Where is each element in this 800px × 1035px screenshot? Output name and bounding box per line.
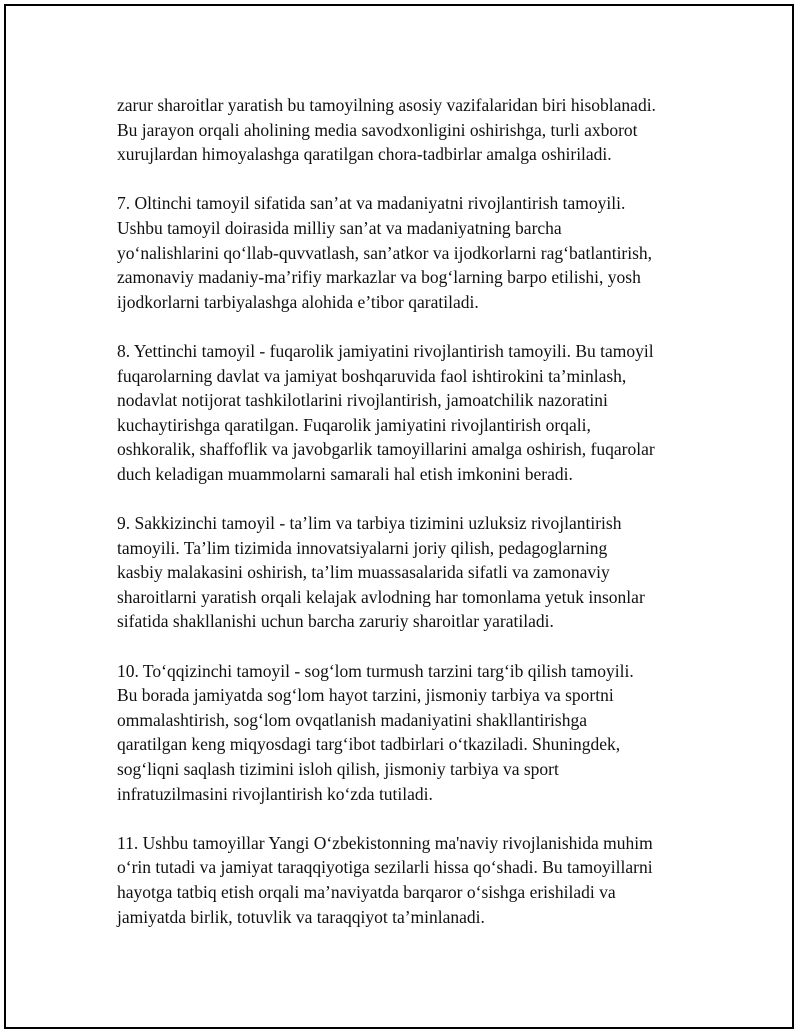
paragraph-principle-11: 11. Ushbu tamoyillar Yangi O‘zbekistonning ma'naviy rivojlanishida muhim o‘rin tutadi va jamiyat taraqqiyotiga sezilarli hissa qo‘shadi. Bu tamoyillarni hayotga tatbiq etish orqali ma’naviyatda barqaror o‘sishga erishiladi va jamiyatda birlik, totuvlik va taraqqiyot ta’minlanadi.	[117, 832, 653, 927]
paragraph-continuation: zarur sharoitlar yaratish bu tamoyilning asosiy vazifalaridan biri hisoblanadi. Bu jarayon orqali aholining media savodxonligini oshirishga, turli axborot xurujlardan himoyalashga qaratilgan chora-tadbirlar amalga oshiriladi.	[117, 95, 656, 165]
paragraph-principle-9: 9. Sakkizinchi tamoyil - ta’lim va tarbiya tizimini uzluksiz rivojlantirish tamoyili. Ta’lim tizimida innovatsiyalarni joriy qilish, pedagoglarning kasbiy malakasini oshirish, ta’lim muassasalarida sifatli va zamonaviy sharoitlarni yaratish orqali kelajak avlodning har tomonlama yetuk insonlar sifatida shakllanishi uchun barcha zaruriy sharoitlar yaratiladi.	[117, 513, 645, 632]
paragraph-principle-10: 10. To‘qqizinchi tamoyil - sog‘lom turmush tarzini targ‘ib qilish tamoyili. Bu borada jamiyatda sog‘lom hayot tarzini, jismoniy tarbiya va sportni ommalashtirish, sog‘lom ovqatlanish madaniyatini shakllantirishga qaratilgan keng miqyosdagi targ‘ibot tadbirlari o‘tkaziladi. Shuningdek, sog‘liqni saqlash tizimini isloh qilish, jismoniy tarbiya va sport infratuzilmasini rivojlantirish ko‘zda tutiladi.	[117, 660, 634, 804]
paragraph-principle-7: 7. Oltinchi tamoyil sifatida san’at va madaniyatni rivojlantirish tamoyili. Ushbu tamoyil doirasida milliy san’at va madaniyatning barcha yo‘nalishlarini qo‘llab-quvvatlash, san’atkor va ijodkorlarni rag‘batlantirish, zamonaviy madaniy-ma’rifiy markazlar va bog‘larning barpo etilishi, yosh ijodkorlarni tarbiyalashga alohida e’tibor qaratiladi.	[117, 193, 653, 312]
document-body	[117, 93, 697, 954]
paragraph-principle-8: 8. Yettinchi tamoyil - fuqarolik jamiyatini rivojlantirish tamoyili. Bu tamoyil fuqarolarning davlat va jamiyat boshqaruvida faol ishtirokini ta’minlash, nodavlat notijorat tashkilotlarini rivojlantirish, jamoatchilik nazoratini kuchaytirishga qaratilgan. Fuqarolik jamiyatini rivojlantirish orqali, oshkoralik, shaffoflik va javobgarlik tamoyillarini amalga oshirish, fuqarolar duch keladigan muammolarni samarali hal etish imkonini beradi.	[117, 340, 655, 484]
